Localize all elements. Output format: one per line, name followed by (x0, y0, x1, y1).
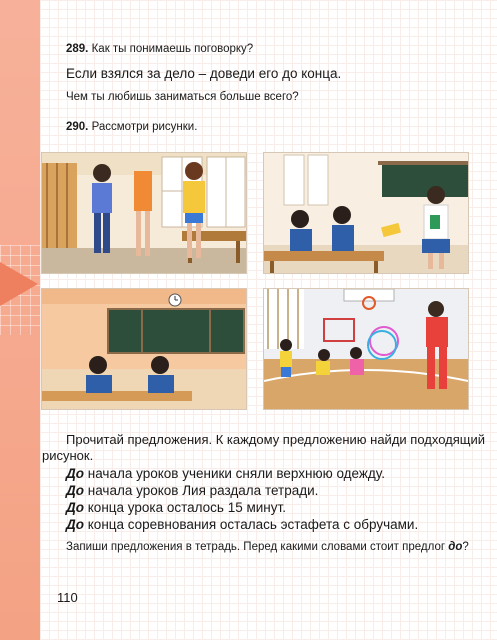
cloakroom-illustration (42, 153, 246, 273)
ex290-number: 290. (66, 121, 89, 133)
ex289-number: 289. (66, 43, 89, 55)
picture-classroom-clock (41, 288, 247, 410)
sentence-3 (66, 500, 286, 515)
ex289-instruction: Как ты понимаешь поговорку? (91, 43, 254, 55)
sentence-4-preposition: До (66, 517, 84, 532)
ex290-heading (66, 121, 197, 133)
ex290-task-line1: Прочитай предложения. К каждому предложению найди подходящий (66, 432, 485, 447)
page-number: 110 (57, 590, 78, 605)
classroom-notebooks-illustration (264, 153, 468, 273)
picture-classroom-notebooks (263, 152, 469, 274)
ex289-proverb: Если взялся за дело – доведи его до конца. (66, 66, 342, 81)
final-end: ? (462, 541, 469, 553)
ex289-question: Чем ты любишь заниматься больше всего? (66, 91, 299, 103)
sentence-1 (66, 466, 385, 481)
final-text: Запиши предложения в тетрадь. Перед какими словами стоит предлог (66, 541, 449, 553)
sentence-2-preposition: До (66, 483, 84, 498)
sentence-4-text: конца соревнования осталась эстафета с обручами. (84, 517, 419, 532)
final-word: до (448, 541, 463, 553)
sentence-3-text: конца урока осталось 15 минут. (84, 500, 286, 515)
ex289-heading (66, 43, 253, 55)
ex290-task-line2: рисунок. (42, 448, 94, 463)
ex290-final-instruction (66, 541, 469, 553)
sentence-3-preposition: До (66, 500, 84, 515)
picture-gym-relay (263, 288, 469, 410)
classroom-clock-illustration (42, 289, 246, 409)
picture-cloakroom (41, 152, 247, 274)
ex290-instruction: Рассмотри рисунки. (91, 121, 198, 133)
sentence-1-preposition: До (66, 466, 84, 481)
sentence-2-text: начала уроков Лия раздала тетради. (84, 483, 319, 498)
sentence-2 (66, 483, 318, 498)
sentence-4 (66, 517, 418, 532)
gym-relay-illustration (264, 289, 468, 409)
sentence-1-text: начала уроков ученики сняли верхнюю одежду. (84, 466, 385, 481)
